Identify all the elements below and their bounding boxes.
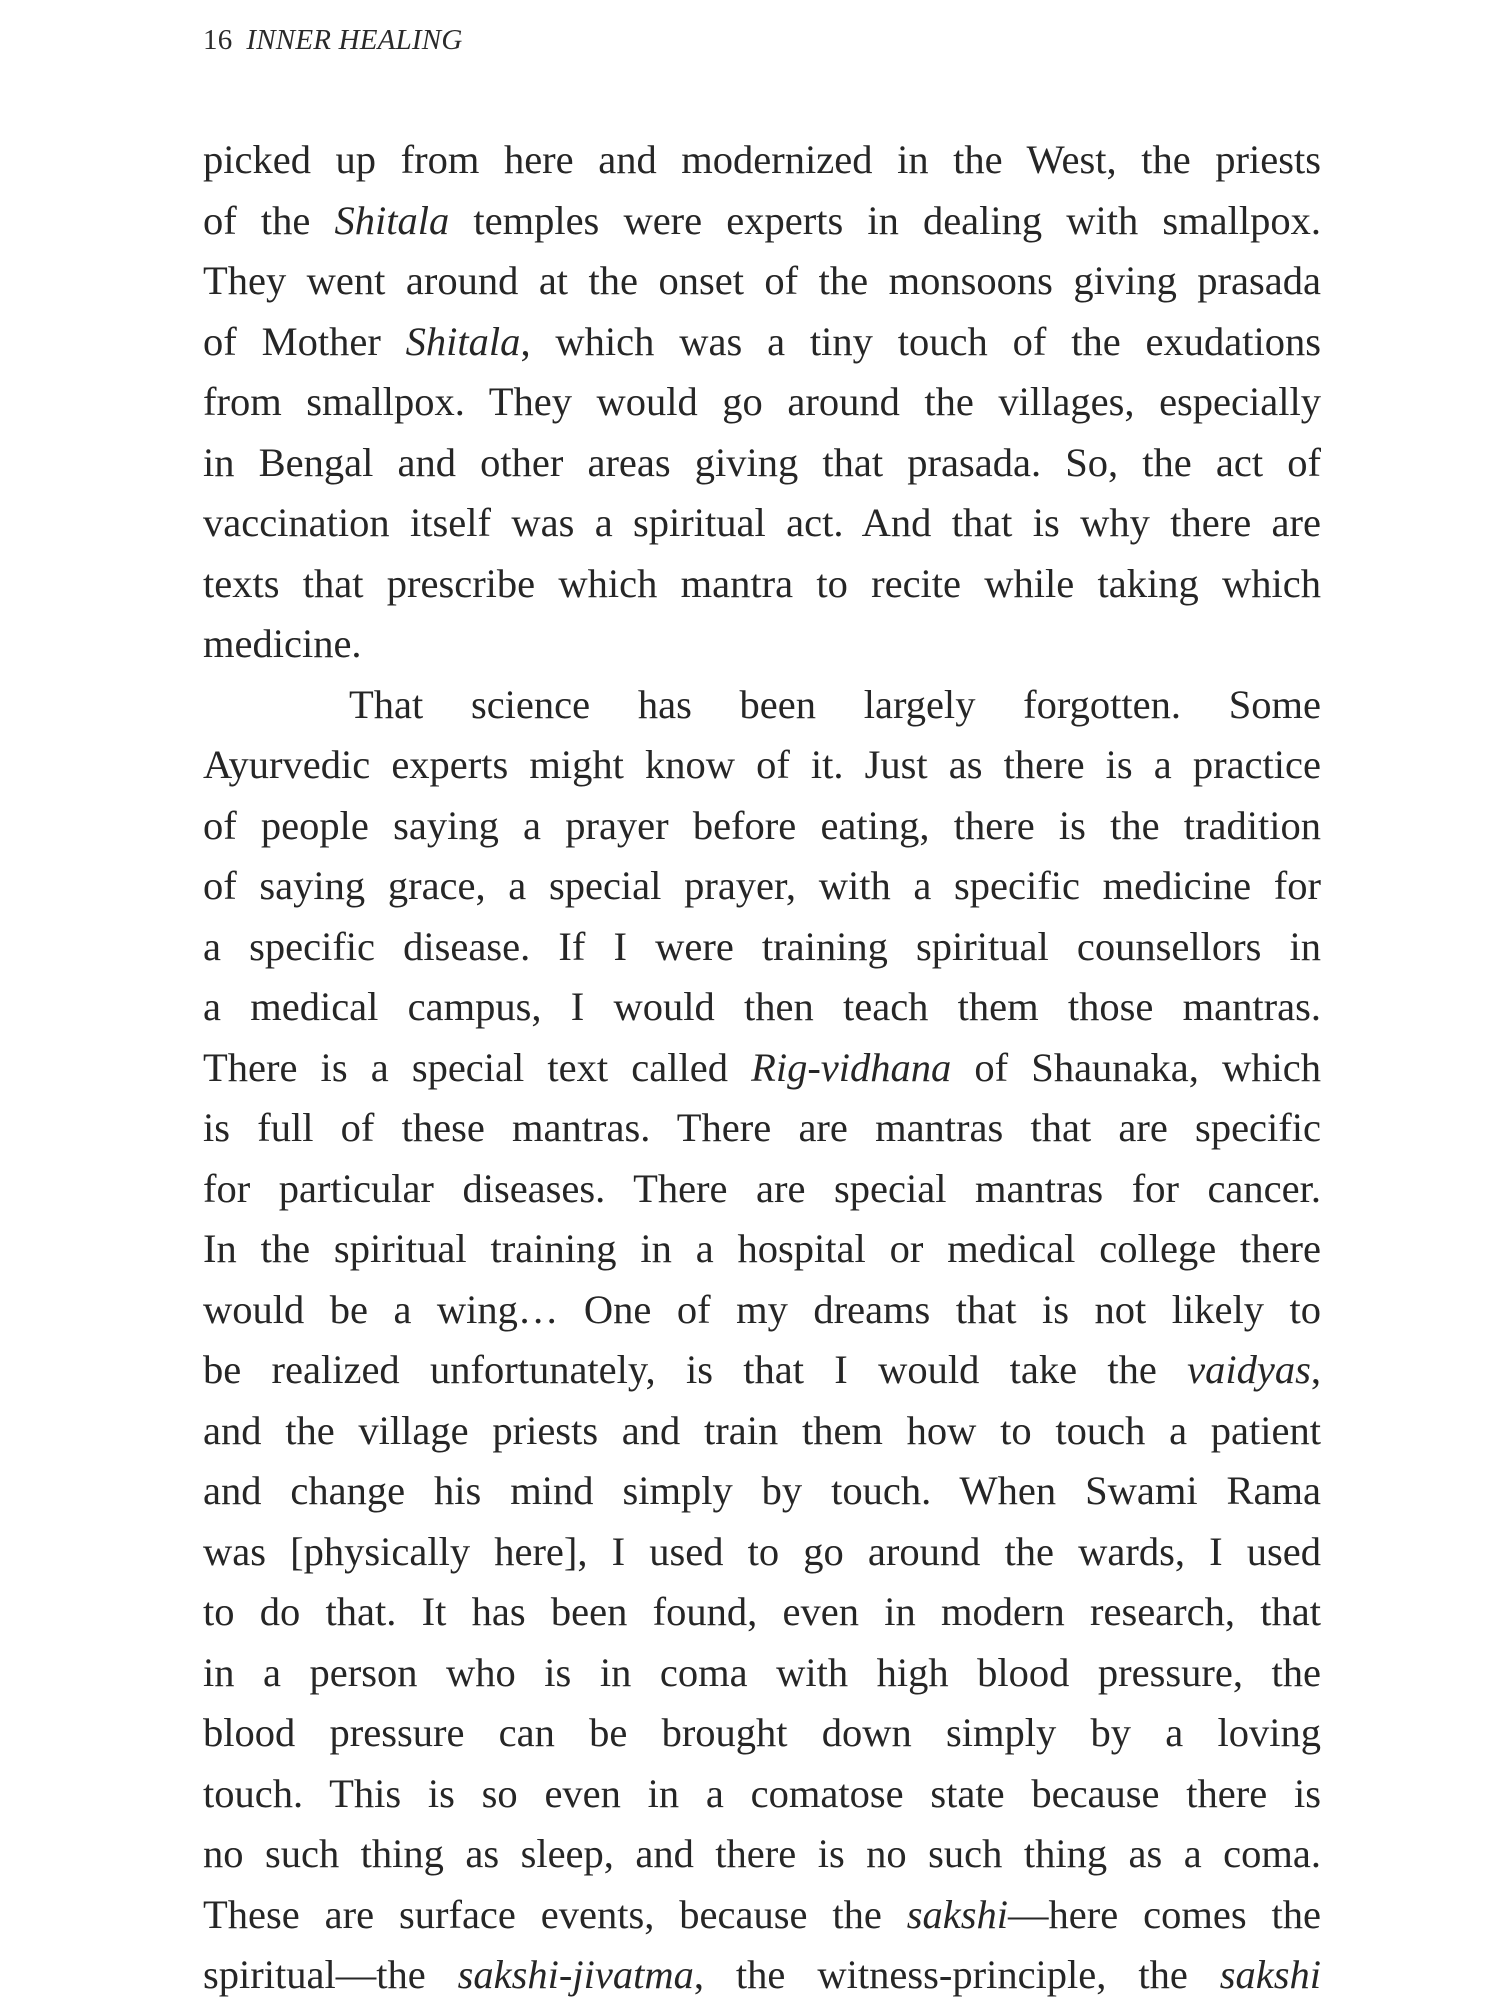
italic-term: vaidyas bbox=[1187, 1347, 1311, 1392]
text-line bbox=[203, 312, 1321, 373]
text-line bbox=[203, 1885, 1321, 1946]
text-segment: blood pressure can be brought down simply by a loving bbox=[203, 1710, 1321, 1755]
text-segment: of Mother bbox=[203, 318, 406, 364]
text-line bbox=[203, 554, 1321, 615]
page-number: 16 bbox=[203, 24, 233, 56]
text-line bbox=[203, 1643, 1321, 1704]
text-segment: a medical campus, I would then teach them those mantras. bbox=[203, 984, 1321, 1029]
text-segment: to do that. It has been found, even in modern research, that bbox=[203, 1589, 1321, 1634]
text-segment: picked up from here and modernized in the West, the priests bbox=[203, 137, 1321, 182]
text-line bbox=[203, 977, 1321, 1038]
text-segment: texts that prescribe which mantra to recite while taking which bbox=[203, 560, 1321, 606]
text-line bbox=[203, 493, 1321, 554]
text-segment: , the witness-principle, the bbox=[693, 1952, 1220, 1997]
text-line bbox=[203, 1461, 1321, 1522]
text-line bbox=[203, 1280, 1321, 1341]
text-segment: There is a special text called bbox=[203, 1044, 752, 1090]
text-line bbox=[203, 1038, 1321, 1099]
text-segment: touch. This is so even in a comatose state because there is bbox=[203, 1770, 1321, 1816]
text-segment: In the spiritual training in a hospital or medical college there bbox=[203, 1226, 1321, 1271]
text-line bbox=[203, 1582, 1321, 1643]
text-line bbox=[203, 1098, 1321, 1159]
text-segment: , bbox=[1310, 1347, 1321, 1392]
text-line bbox=[203, 251, 1321, 312]
text-segment: medicine. bbox=[203, 621, 362, 666]
italic-term: Shitala bbox=[334, 197, 450, 243]
text-segment: no such thing as sleep, and there is no such thing as a coma. bbox=[203, 1831, 1321, 1876]
text-line bbox=[203, 614, 1321, 675]
text-line bbox=[203, 735, 1321, 796]
text-segment: temples were experts in dealing with smallpox. bbox=[449, 197, 1322, 243]
text-line bbox=[203, 917, 1321, 978]
text-segment: in a person who is in coma with high blood pressure, the bbox=[203, 1649, 1321, 1695]
text-segment: These are surface events, because the bbox=[203, 1891, 907, 1937]
text-segment: —here comes the bbox=[1008, 1891, 1321, 1937]
italic-term: sakshi-jivatma bbox=[457, 1952, 694, 1997]
italic-term: Rig-vidhana bbox=[751, 1044, 952, 1090]
text-segment: of Shaunaka, which bbox=[951, 1044, 1321, 1090]
text-segment: for particular diseases. There are special mantras for cancer. bbox=[203, 1165, 1321, 1211]
text-segment: of saying grace, a special prayer, with a specific medicine for bbox=[203, 863, 1321, 908]
text-segment: vaccination itself was a spiritual act. And that is why there are bbox=[203, 500, 1321, 545]
italic-term: sakshi bbox=[906, 1891, 1009, 1937]
text-segment: be realized unfortunately, is that I would take the bbox=[203, 1347, 1188, 1392]
text-line bbox=[203, 1824, 1321, 1885]
text-line bbox=[203, 856, 1321, 917]
text-line bbox=[203, 1945, 1321, 2006]
text-line bbox=[203, 372, 1321, 433]
book-title: INNER HEALING bbox=[246, 24, 463, 56]
text-segment: a specific disease. If I were training spiritual counsellors in bbox=[203, 923, 1321, 969]
text-line bbox=[203, 1522, 1321, 1583]
text-segment: is full of these mantras. There are mantras that are specific bbox=[203, 1105, 1321, 1150]
text-segment: They went around at the onset of the monsoons giving prasada bbox=[203, 258, 1321, 303]
text-segment: of people saying a prayer before eating, there is the tradition bbox=[203, 802, 1321, 848]
text-segment: from smallpox. They would go around the villages, especially bbox=[203, 379, 1321, 424]
text-segment: would be a wing… One of my dreams that is not likely to bbox=[203, 1286, 1321, 1332]
italic-term: sakshi bbox=[1219, 1952, 1322, 1997]
text-segment: was [physically here], I used to go around the wards, I used bbox=[203, 1528, 1321, 1574]
text-line bbox=[203, 191, 1321, 252]
italic-term: Shitala bbox=[405, 318, 521, 364]
text-line bbox=[203, 1764, 1321, 1825]
text-line bbox=[203, 1219, 1321, 1280]
text-segment: of the bbox=[203, 197, 335, 243]
text-segment: That science has been largely forgotten. Some bbox=[349, 681, 1321, 727]
body-text bbox=[203, 130, 1321, 2006]
text-line bbox=[203, 1159, 1321, 1220]
text-line bbox=[203, 1340, 1321, 1401]
text-line bbox=[203, 1401, 1321, 1462]
text-line bbox=[203, 675, 1321, 736]
text-line bbox=[203, 1703, 1321, 1764]
text-segment: in Bengal and other areas giving that prasada. So, the act of bbox=[203, 439, 1321, 485]
text-line bbox=[203, 433, 1321, 494]
text-segment: and change his mind simply by touch. When Swami Rama bbox=[203, 1468, 1321, 1513]
text-segment: Ayurvedic experts might know of it. Just as there is a practice bbox=[203, 742, 1321, 787]
paragraph bbox=[203, 130, 1321, 675]
running-head bbox=[203, 20, 462, 60]
text-segment: , which was a tiny touch of the exudations bbox=[520, 318, 1321, 364]
paragraph bbox=[203, 675, 1321, 2006]
text-segment: and the village priests and train them how to touch a patient bbox=[203, 1407, 1321, 1453]
text-line bbox=[203, 130, 1321, 191]
text-line bbox=[203, 796, 1321, 857]
text-segment: spiritual—the bbox=[203, 1952, 458, 1997]
